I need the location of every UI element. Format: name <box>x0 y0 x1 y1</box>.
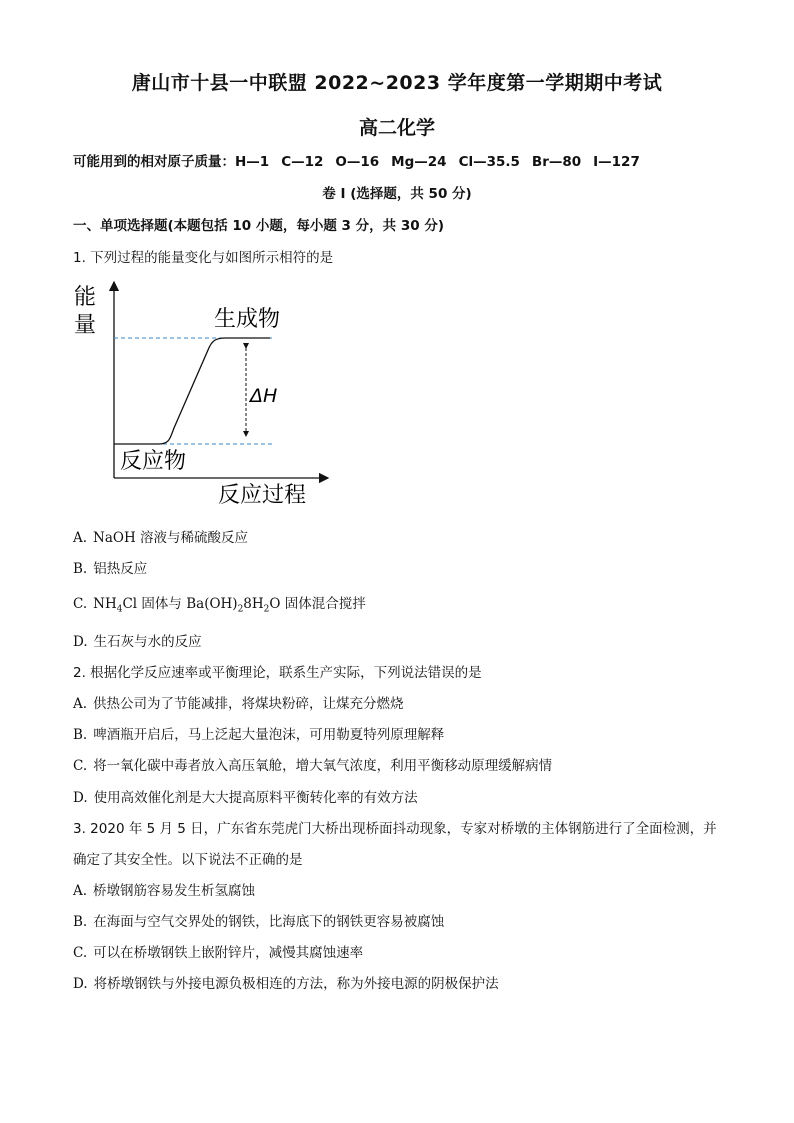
question-3-option-b: B. 在海面与空气交界处的钢铁，比海底下的钢铁更容易被腐蚀 <box>73 914 445 930</box>
question-2-option-b: B. 啤酒瓶开启后，马上泛起大量泡沫，可用勒夏特列原理解释 <box>73 727 445 743</box>
section-heading: 一、单项选择题(本题包括 10 小题，每小题 3 分，共 30 分) <box>73 218 445 234</box>
nh4cl-formula: $NH_4Cl$ <box>93 596 138 615</box>
y-label-top: 能 <box>74 285 97 310</box>
question-2-option-c: C. 将一氧化碳中毒者放入高压氧舱，增大氧气浓度，利用平衡移动原理缓解病情 <box>73 758 553 774</box>
question-2-option-a: A. 供热公司为了节能减排，将煤块粉碎，让煤充分燃烧 <box>73 696 404 712</box>
mass-h: H—1 <box>235 154 270 170</box>
question-3-stem-line-2: 确定了其安全性。以下说法不正确的是 <box>73 852 303 868</box>
y-label-bottom: 量 <box>74 313 97 338</box>
atomic-masses <box>73 150 652 170</box>
x-axis-label: 反应过程 <box>218 483 307 508</box>
energy-diagram <box>70 278 335 508</box>
delta-h-label: ΔH <box>250 385 278 407</box>
mass-br: Br—80 <box>531 154 582 170</box>
question-1-option-a: A. NaOH 溶液与稀硫酸反应 <box>73 530 249 546</box>
naoh-formula: NaOH <box>93 530 136 546</box>
mass-mg: Mg—24 <box>391 154 447 170</box>
question-1-option-c: C. $NH_4Cl$ 固体与 $Ba(OH)_28H_2O$ 固体混合搅拌 <box>73 596 366 615</box>
question-1-stem: 1. 下列过程的能量变化与如图所示相符的是 <box>73 250 334 266</box>
question-2-stem: 2. 根据化学反应速率或平衡理论，联系生产实际，下列说法错误的是 <box>73 665 482 681</box>
part-heading: 卷 I (选择题，共 50 分) <box>322 186 472 202</box>
question-3-option-d: D. 将桥墩钢铁与外接电源负极相连的方法，称为外接电源的阴极保护法 <box>73 976 499 992</box>
question-1-option-b: B. 铝热反应 <box>73 561 148 577</box>
baoh2-formula: $Ba(OH)_28H_2O$ <box>186 596 281 615</box>
mass-cl: Cl—35.5 <box>458 154 520 170</box>
product-label: 生成物 <box>214 307 281 332</box>
mass-c: C—12 <box>281 154 324 170</box>
question-1-option-d: D. 生石灰与水的反应 <box>73 634 202 650</box>
atomic-masses-label: 可能用到的相对原子质量： <box>73 154 235 170</box>
question-2-option-d: D. 使用高效催化剂是大大提高原料平衡转化率的有效方法 <box>73 790 418 806</box>
mass-o: O—16 <box>335 154 380 170</box>
reactant-label: 反应物 <box>120 449 187 474</box>
exam-subject: 高二化学 <box>358 117 435 139</box>
question-3-option-c: C. 可以在桥墩钢铁上嵌附锌片，减慢其腐蚀速率 <box>73 945 364 961</box>
mass-i: I—127 <box>593 154 640 170</box>
question-3-stem-line-1: 3. 2020 年 5 月 5 日，广东省东莞虎门大桥出现桥面抖动现象，专家对桥墩的主体钢筋进行了全面检测，并 <box>73 821 717 837</box>
energy-curve <box>114 338 270 444</box>
question-3-option-a: A. 桥墩钢筋容易发生析氢腐蚀 <box>73 883 256 899</box>
exam-title: 唐山市十县一中联盟 2022~2023 学年度第一学期期中考试 <box>131 72 663 94</box>
